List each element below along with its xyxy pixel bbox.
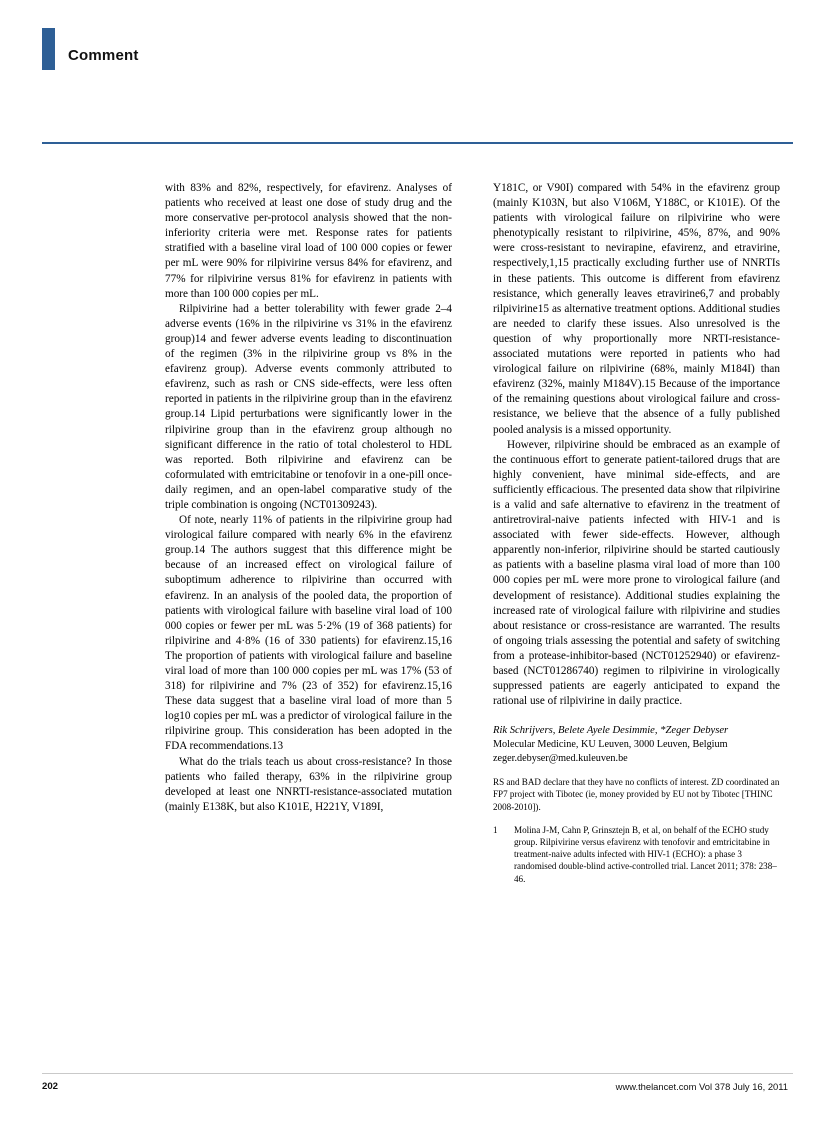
- section-label: Comment: [68, 47, 139, 64]
- page-number: 202: [42, 1081, 59, 1092]
- author-email[interactable]: zeger.debyser@med.kuleuven.be: [493, 752, 628, 764]
- column-right: [493, 181, 780, 885]
- paragraph: Rilpivirine had a better tolerability with fewer grade 2–4 adverse events (16% in the rilpivirine vs 31% in the efavirenz group)14 and fewer adverse events leading to discontinuation of the regimen (3% in the rilpivirine group vs 8% in the efavirenz group). Adverse events commonly attributed to efavirenz, such as rash or CNS side-effects, were less often reported in patients in the rilpivirine group than in the efavirenz group.14 Lipid perturbations were significantly lower in the rilpivirine group than in the efavirenz group although no significant difference in the ratio of total cholesterol to HDL was reported. Both rilpivirine and efavirenz can be coformulated with emtricitabine or tenofovir in a one-pill once-daily regimen, and an open-label comparative study of the triple combination is ongoing (NCT01309243).: [165, 302, 452, 511]
- paragraph: Of note, nearly 11% of patients in the rilpivirine group had virological failure compared with nearly 6% in the efavirenz group.14 The authors suggest that this difference might be because of an increased effect on virological failure of suboptimum adherence to rilpivirine than occurred with efavirenz. In an analysis of the pooled data, the proportion of patients with virological failure with baseline viral load of 100 000 copies or fewer per mL was 5·2% (19 of 368 patients) for rilpivirine and 4·8% (16 of 330 patients) for efavirenz.15,16 The proportion of patients with virological failure and baseline viral load of more than 100 000 copies per mL was 17% (53 of 318) for rilpivirine and 7% (23 of 352) for efavirenz.15,16 These data suggest that a baseline viral load of more than 5 log10 copies per mL was a predictor of virological failure in the rilpivirine group. This consideration has been adopted in the FDA recommendations.13: [165, 514, 452, 753]
- section-accent-bar: [42, 28, 55, 70]
- column-left: [165, 181, 452, 815]
- author-list: Rik Schrijvers, Belete Ayele Desimmie, *Zeger Debyser: [493, 725, 729, 737]
- footer-rule: [42, 1073, 793, 1074]
- reference-text: Molina J-M, Cahn P, Grinsztejn B, et al, on behalf of the ECHO study group. Rilpivirine versus efavirenz with tenofovir and emtricitabine in treatment-naive adults infected with HIV-1 (ECHO): a phase 3 randomised double-blind active-controlled trial. Lancet 2011; 378: 238–46.: [514, 824, 777, 884]
- paragraph: What do the trials teach us about cross-resistance? In those patients who failed therapy, 63% in the rilpivirine group developed at least one NNRTI-resistance-associated mutation (mainly E138K, but also K101E, H221Y, V189I,: [165, 755, 452, 813]
- paragraph: Y181C, or V90I) compared with 54% in the efavirenz group (mainly K103N, but also V106M, Y188C, or K101E). Of the patients with virological failure on rilpivirine who were phenotypically resistant to rilpivirine, 45%, 87%, and 90% were cross-resistant to nevirapine, efavirenz, and etravirine, respectively,1,15 practically excluding further use of NNRTIs in these patients. This outcome is different from efavirenz resistance, which generally leaves etravirine6,7 and probably rilpivirine15 as alternative treatment options. Additional studies are needed to clarify these issues. Also unresolved is the question of why proportionally more NRTI-resistance-associated mutations were reported in patients who had virological failure on rilpivirine (68%, mainly M184I) than efavirenz (32%, mainly M184V).15 Because of the importance of the remaining questions about virological failure and cross-resistance, we believe that the absence of a fully published pooled analysis is a missed opportunity.: [493, 182, 780, 436]
- conflict-of-interest-statement: RS and BAD declare that they have no conflicts of interest. ZD coordinated an FP7 project with Tibotec (ie, money provided by EU not by Tibotec [THINC 2008-2010]).: [493, 777, 780, 812]
- reference-item: [493, 824, 780, 885]
- paragraph: However, rilpivirine should be embraced as an example of the continuous effort to generate patient-tailored drugs that are highly convenient, have minimal side-effects, and are sufficiently efficacious. The presented data show that rilpivirine is a valid and safe alternative to efavirenz in the treatment of antiretroviral-naive patients infected with HIV-1 and is associated with fewer side-effects. However, although apparently non-inferior, rilpivirine should be started cautiously as patients with a baseline plasma viral load of more than 100 000 copies per mL were more prone to virological failure (and development of resistance). Additional studies explaining the increased rate of virological failure with rilpivirine and studies about resistance or cross-resistance are warranted. The results of ongoing trials assessing the potential and safety of switching from a protease-inhibitor-based (NCT01252940) or efavirenz-based (NCT01286740) regimen to rilpivirine in virologically suppressed patients are eagerly anticipated to expand the rational use of rilpivirine in daily practice.: [493, 438, 780, 708]
- reference-list: [493, 824, 780, 885]
- paragraph: with 83% and 82%, respectively, for efavirenz. Analyses of patients who received at least one dose of study drug and the more conservative per-protocol analysis showed that the non-inferiority criteria were met. Response rates for patients stratified with a baseline viral load of 100 000 copies or fewer per mL were 90% for rilpivirine versus 84% for efavirenz, and 77% for rilpivirine versus 81% for efavirenz in patients with more than 100 000 copies per mL.: [165, 182, 452, 300]
- footer-source: www.thelancet.com Vol 378 July 16, 2011: [615, 1081, 788, 1092]
- article-body: [165, 181, 780, 1061]
- reference-number: 1: [493, 824, 498, 835]
- header-rule: [42, 142, 793, 144]
- author-affiliation: Molecular Medicine, KU Leuven, 3000 Leuven, Belgium: [493, 739, 728, 751]
